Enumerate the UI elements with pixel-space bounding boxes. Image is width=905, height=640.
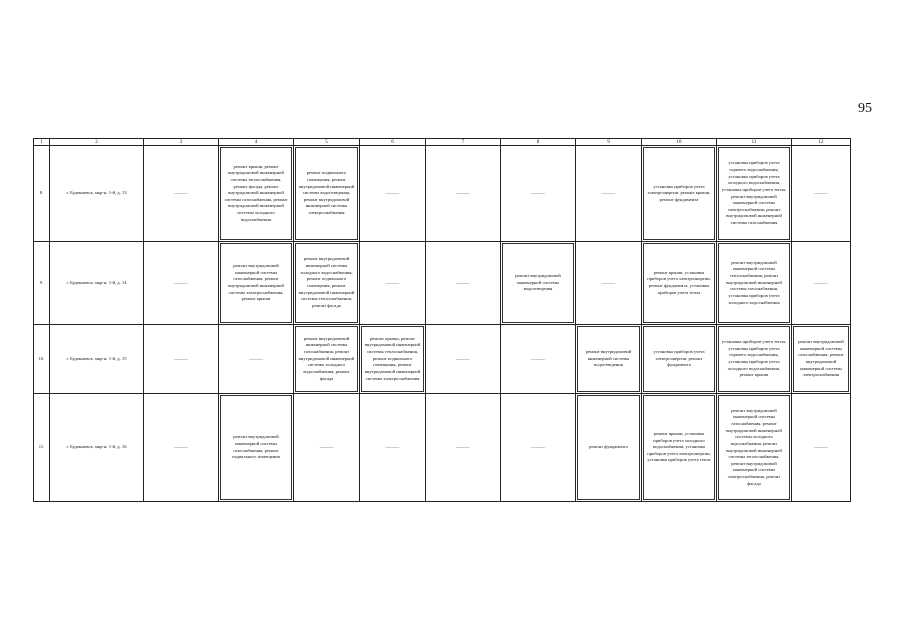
table-cell: ——— bbox=[144, 242, 219, 325]
table-cell bbox=[576, 394, 642, 502]
column-number-row bbox=[34, 139, 851, 146]
table-cell bbox=[294, 325, 360, 394]
table-cell: ——— bbox=[792, 394, 851, 502]
column-number: 12 bbox=[792, 139, 851, 146]
table-cell bbox=[717, 394, 792, 502]
table-cell bbox=[219, 394, 294, 502]
cell-text: ремонт внутридомовой инженерной системы газоснабжения, ремонт внутридомовой инженерной системы электроснабжения bbox=[793, 326, 849, 392]
table-cell: ——— bbox=[144, 146, 219, 242]
column-number: 2 bbox=[50, 139, 144, 146]
cell-text: установка приборов учета электроэнергии, ремонт крыши, ремонт фундамента bbox=[643, 147, 715, 240]
table-cell: ——— bbox=[576, 242, 642, 325]
cell-text: ремонт внутридомовой инженерной системы газоснабжения, ремонт подвального помещения bbox=[220, 395, 292, 500]
table-cell: ——— bbox=[426, 242, 501, 325]
address-cell: г. Буденновск, мкр-н. 1-й, д. 15 bbox=[50, 325, 144, 394]
table-cell bbox=[642, 394, 717, 502]
table-cell: ——— bbox=[792, 146, 851, 242]
table-row bbox=[34, 394, 851, 502]
cell-text: ремонт внутридомовой инженерной системы водоотведения bbox=[577, 326, 640, 392]
cell-text: ремонт фундамента bbox=[577, 395, 640, 500]
column-number: 4 bbox=[219, 139, 294, 146]
table-cell bbox=[717, 146, 792, 242]
column-number: 11 bbox=[717, 139, 792, 146]
table-cell: ——— bbox=[360, 242, 426, 325]
address-cell: г. Буденновск, мкр-н. 1-й, д. 13 bbox=[50, 146, 144, 242]
repair-schedule-table bbox=[33, 138, 851, 502]
cell-text: ремонт внутридомовой инженерной системы газоснабжения, ремонт внутридомовой инженерной системы холодного водоснабжения, ремонт внутридомовой инженерной системы теплоснабжения, ремонт внутридомовой инженерной системы электроснабжения, ремонт фасада bbox=[718, 395, 790, 500]
column-number: 6 bbox=[360, 139, 426, 146]
cell-text: установка приборов учета тепла, установка приборов учета горячего водоснабжения, установка приборов учета холодного водоснабжения, ремонт крыши bbox=[718, 326, 790, 392]
column-number: 8 bbox=[501, 139, 576, 146]
table-cell bbox=[360, 325, 426, 394]
column-number: 7 bbox=[426, 139, 501, 146]
table-row bbox=[34, 146, 851, 242]
table-cell: ——— bbox=[501, 146, 576, 242]
table-cell bbox=[294, 146, 360, 242]
table-cell: ——— bbox=[426, 146, 501, 242]
cell-text: ремонт внутридомовой инженерной системы холодного водоснабжения, ремонт подвального помещения, ремонт внутридомовой инженерной системы теплоснабжения, ремонт фасада bbox=[295, 243, 358, 323]
cell-text: ремонт крыши, ремонт внутридомовой инженерной системы теплоснабжения, ремонт фасада, ремонт внутридомовой инженерной системы газоснабжения, ремонт внутридомовой инженерной системы холодного водоснабжения bbox=[220, 147, 292, 240]
cell-text: ремонт внутридомовой инженерной системы водоотведения bbox=[502, 243, 574, 323]
cell-text: установка приборов учета горячего водоснабжения, установка приборов учета холодного водоснабжения, установка приборов учета тепла, ремонт внутридомовой инженерной системы электроснабжения, ремонт внутридомовой инженерной системы газоснабжения bbox=[718, 147, 790, 240]
cell-text: ремонт крыши, установка приборов учета электроэнергии, ремонт фундамента, установка приборов учета тепла bbox=[643, 243, 715, 323]
row-number: 9. bbox=[34, 242, 50, 325]
table-cell: ——— bbox=[144, 325, 219, 394]
table-cell: ——— bbox=[501, 325, 576, 394]
table-row bbox=[34, 325, 851, 394]
table-row bbox=[34, 242, 851, 325]
table-cell bbox=[642, 242, 717, 325]
row-number: 10. bbox=[34, 325, 50, 394]
row-number: 8. bbox=[34, 146, 50, 242]
column-number: 3 bbox=[144, 139, 219, 146]
table-cell bbox=[501, 242, 576, 325]
column-number: 9 bbox=[576, 139, 642, 146]
table-cell: ——— bbox=[792, 242, 851, 325]
table-cell bbox=[219, 146, 294, 242]
cell-text: ремонт внутридомовой инженерной системы теплоснабжения, ремонт внутридомовой инженерной системы газоснабжения, установка приборов учета холодного водоснабжения bbox=[718, 243, 790, 323]
table-cell bbox=[792, 325, 851, 394]
column-number: 10 bbox=[642, 139, 717, 146]
cell-text: ремонт внутридомовой инженерной системы газоснабжения, ремонт внутридомовой инженерной системы электроснабжения, ремонт крыши bbox=[220, 243, 292, 323]
page-number: 95 bbox=[858, 101, 872, 116]
address-cell: г. Буденновск, мкр-н. 1-й, д. 14 bbox=[50, 242, 144, 325]
table-cell: ——— bbox=[426, 394, 501, 502]
column-number: 1 bbox=[34, 139, 50, 146]
cell-text: ремонт внутридомовой инженерной системы газоснабжения, ремонт внутридомовой инженерной системы холодного водоснабжения, ремонт фасада bbox=[295, 326, 358, 392]
cell-text: установка приборов учета электроэнергии, ремонт фундамента bbox=[643, 326, 715, 392]
table-cell: ——— bbox=[576, 146, 642, 242]
column-number: 5 bbox=[294, 139, 360, 146]
table-cell: ——— bbox=[360, 394, 426, 502]
address-cell: г. Буденновск, мкр-н. 1-й, д. 16 bbox=[50, 394, 144, 502]
table-cell bbox=[717, 242, 792, 325]
table-cell bbox=[294, 242, 360, 325]
table-cell: ——— bbox=[501, 394, 576, 502]
table-cell: ——— bbox=[360, 146, 426, 242]
table-cell: ——— bbox=[426, 325, 501, 394]
table-cell: ——— bbox=[294, 394, 360, 502]
table-cell: ——— bbox=[219, 325, 294, 394]
table-cell bbox=[642, 325, 717, 394]
table-cell bbox=[642, 146, 717, 242]
table-cell bbox=[717, 325, 792, 394]
row-number: 11. bbox=[34, 394, 50, 502]
cell-text: ремонт подвального помещения, ремонт внутридомовой инженерной системы водоотведения, ремонт внутридомовой инженерной системы электроснабжения bbox=[295, 147, 358, 240]
table-cell: ——— bbox=[144, 394, 219, 502]
cell-text: ремонт крыши, установка приборов учета холодного водоснабжения, установка приборов учета электроэнергии, установка приборов учета тепла bbox=[643, 395, 715, 500]
table-cell bbox=[219, 242, 294, 325]
cell-text: ремонт крыши, ремонт внутридомовой инженерной системы теплоснабжения, ремонт подвального помещения, ремонт внутридомовой инженерной системы электроснабжения bbox=[361, 326, 424, 392]
table-cell bbox=[576, 325, 642, 394]
